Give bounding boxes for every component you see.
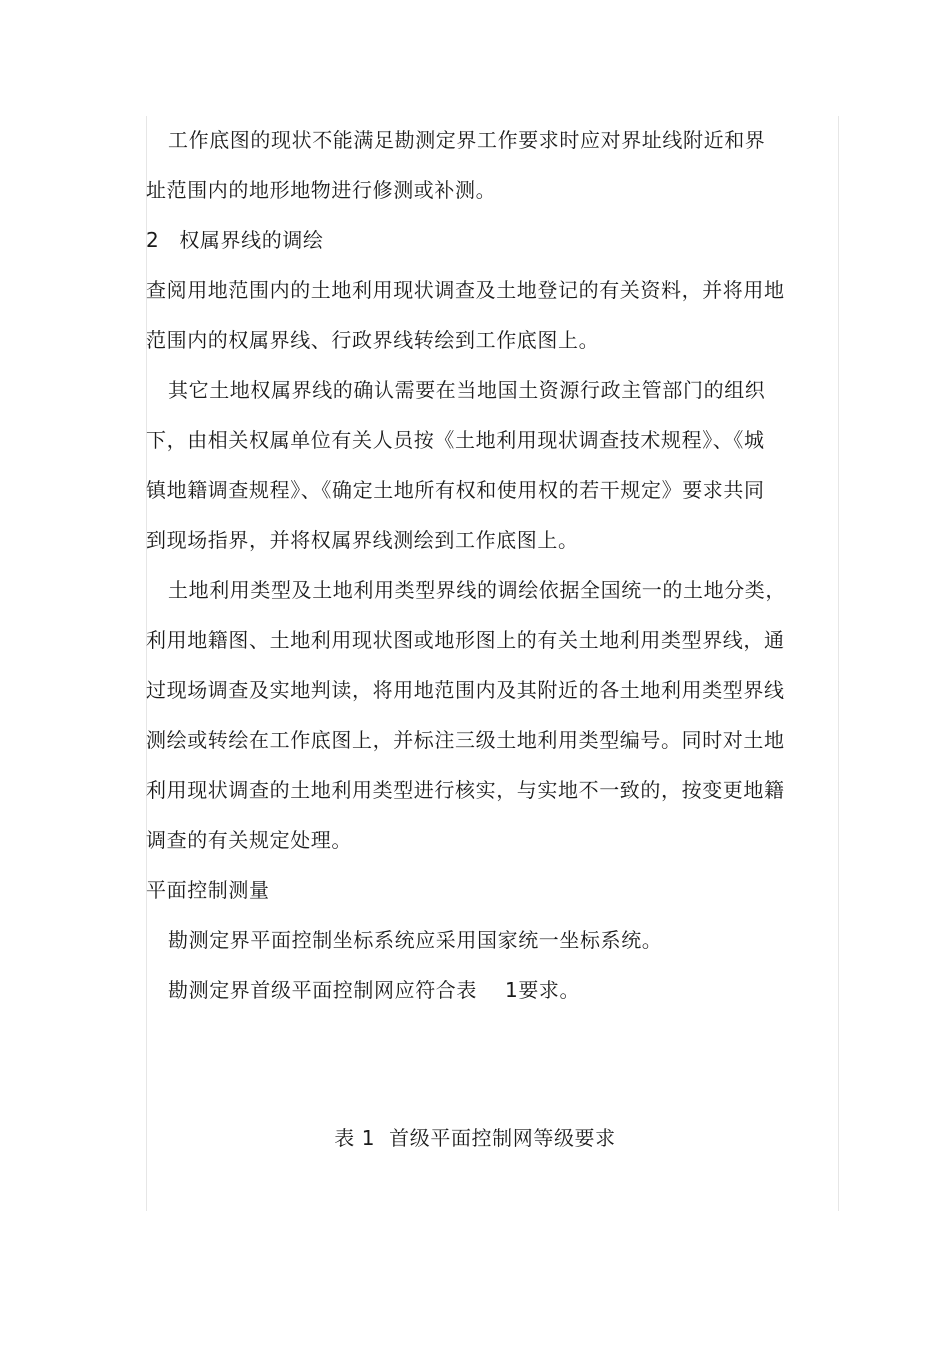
table-reference-number: 1 — [505, 978, 519, 1002]
paragraph-line: 到现场指界，并将权属界线测绘到工作底图上。 — [146, 528, 579, 552]
paragraph-line: 调查的有关规定处理。 — [146, 828, 352, 852]
paragraph-line: 其它土地权属界线的确认需要在当地国土资源行政主管部门的组织 — [168, 378, 766, 402]
paragraph-line: 工作底图的现状不能满足勘测定界工作要求时应对界址线附近和界 — [168, 128, 766, 152]
table-caption — [0, 1126, 950, 1150]
subheading-control-survey: 平面控制测量 — [146, 878, 270, 902]
section-number: 2 — [146, 228, 160, 252]
paragraph-line: 利用现状调查的土地利用类型进行核实，与实地不一致的，按变更地籍 — [146, 778, 785, 802]
paragraph-line: 过现场调查及实地判读，将用地范围内及其附近的各土地利用类型界线 — [146, 678, 785, 702]
table-reference-after: 要求。 — [518, 978, 581, 1002]
paragraph-line: 范围内的权属界线、行政界线转绘到工作底图上。 — [146, 328, 600, 352]
paragraph-line: 下，由相关权属单位有关人员按《土地利用现状调查技术规程》、《城 — [146, 428, 765, 452]
paragraph-line: 勘测定界平面控制坐标系统应采用国家统一坐标系统。 — [168, 928, 663, 952]
table-reference-before: 勘测定界首级平面控制网应符合表 — [168, 978, 477, 1002]
table-caption-title: 首级平面控制网等级要求 — [389, 1126, 616, 1150]
section-heading — [146, 228, 324, 252]
paragraph-line: 测绘或转绘在工作底图上，并标注三级土地利用类型编号。同时对土地 — [146, 728, 785, 752]
paragraph-line: 利用地籍图、土地利用现状图或地形图上的有关土地利用类型界线，通 — [146, 628, 785, 652]
table-caption-label: 表 1 — [334, 1126, 376, 1150]
section-title: 权属界线的调绘 — [179, 228, 324, 252]
paragraph-line: 镇地籍调查规程》、《确定土地所有权和使用权的若干规定》要求共同 — [146, 478, 765, 502]
paragraph-line: 址范围内的地形地物进行修测或补测。 — [146, 178, 497, 202]
paragraph-line: 查阅用地范围内的土地利用现状调查及土地登记的有关资料，并将用地 — [146, 278, 785, 302]
paragraph-line — [168, 978, 580, 1002]
paragraph-line: 土地利用类型及土地利用类型界线的调绘依据全国统一的土地分类， — [168, 578, 786, 602]
